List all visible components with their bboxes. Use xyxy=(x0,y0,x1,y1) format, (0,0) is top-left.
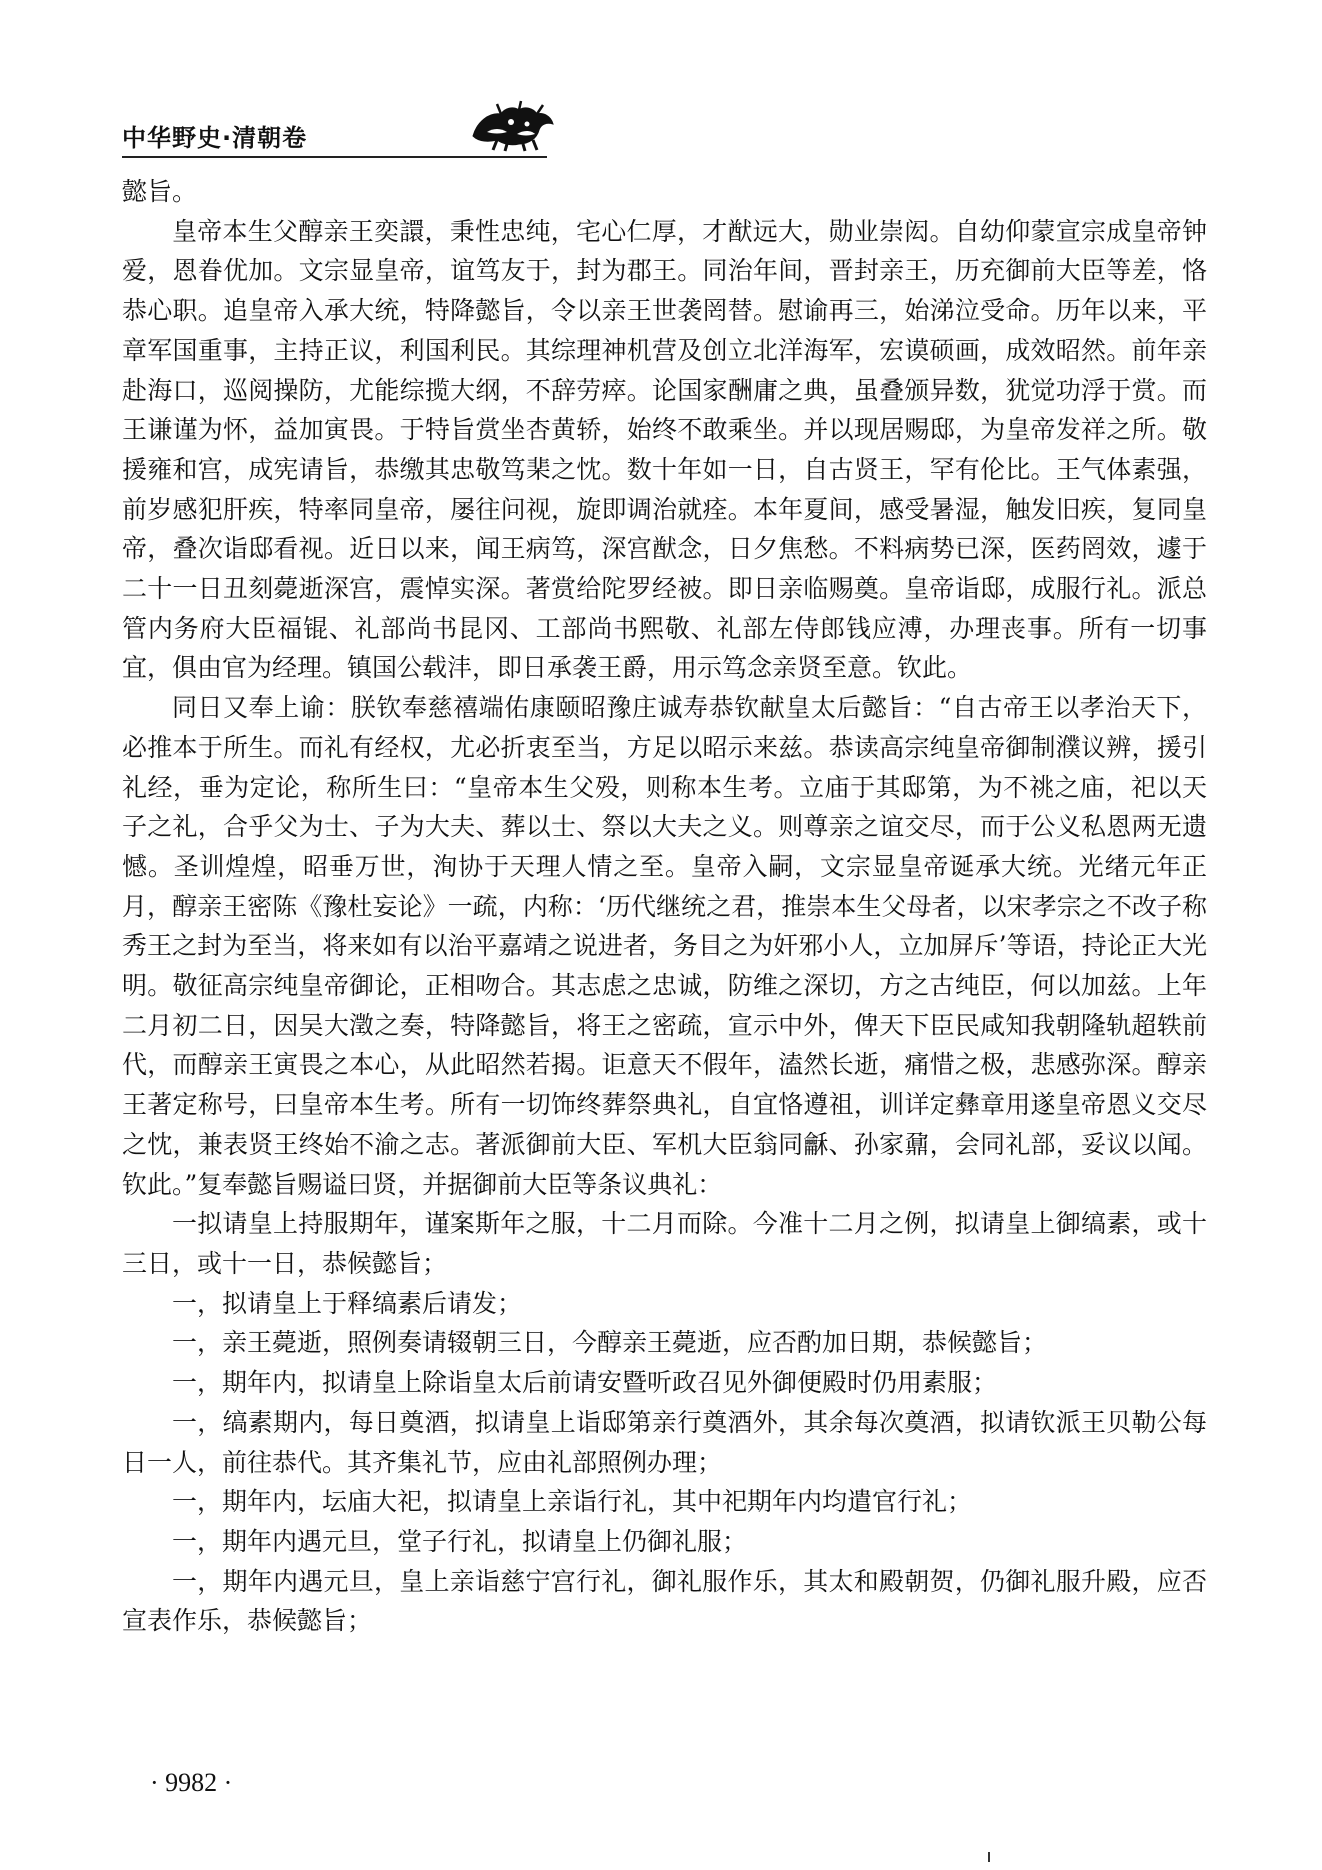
book-title: 中华野史·清朝卷 xyxy=(122,124,308,152)
paragraph: 一拟请皇上持服期年，谨案斯年之服，十二月而除。今准十二月之例，拟请皇上御缟素，或十三日，或十一日，恭候懿旨； xyxy=(122,1209,1207,1278)
scan-speck xyxy=(988,1852,990,1862)
running-header xyxy=(122,100,547,158)
paragraph: 一，期年内遇元旦，皇上亲诣慈宁宫行礼，御礼服作乐，其太和殿朝贺，仍御礼服升殿，应否宣表作乐，恭候懿旨； xyxy=(122,1566,1207,1636)
paragraph: 皇帝本生父醇亲王奕譞，秉性忠纯，宅心仁厚，才猷远大，勋业崇闳。自幼仰蒙宣宗成皇帝钟爱，恩眷优加。文宗显皇帝，谊笃友于，封为郡王。同治年间，晋封亲王，历充御前大臣等差，恪恭心职。追皇帝入承大统，特降懿旨，令以亲王世袭罔替。慰谕再三，始涕泣受命。历年以来，平章军国重事，主持正议，利国利民。其综理神机营及创立北洋海军，宏谟硕画，成效昭然。前年亲赴海口，巡阅操防，尤能综揽大纲，不辞劳瘁。论国家酬庸之典，虽叠颁异数，犹觉功浮于赏。而王谦谨为怀，益加寅畏。于特旨赏坐杏黄轿，始终不敢乘坐。并以现居赐邸，为皇帝发祥之所。敬援雍和宫，成宪请旨，恭缴其忠敬笃棐之忱。数十年如一日，自古贤王，罕有伦比。王气体素强，前岁感犯肝疾，特率同皇帝，屡往问视，旋即调治就痊。本年夏间，感受暑湿，触发旧疾，复同皇帝，叠次诣邸看视。近日以来，闻王病笃，深宫猷念，日夕焦愁。不料病势已深，医药罔效，遽于二十一日丑刻薨逝深宫，震悼实深。著赏给陀罗经被。即日亲临赐奠。皇帝诣邸，成服行礼。派总管内务府大臣福锟、礼部尚书昆冈、工部尚书熙敬、礼部左侍郎钱应溥，办理丧事。所有一切事宜，俱由官为经理。镇国公载沣，即日承袭王爵，用示笃念亲贤至意。钦此。 xyxy=(122,216,1207,683)
paragraph: 一，亲王薨逝，照例奏请辍朝三日，今醇亲王薨逝，应否酌加日期，恭候懿旨； xyxy=(172,1328,1048,1358)
paragraph: 懿旨。 xyxy=(122,177,198,206)
main-text xyxy=(122,172,1207,1641)
dragon-emblem-icon xyxy=(467,100,557,152)
paragraph: 一，拟请皇上于释缟素后请发； xyxy=(172,1288,523,1318)
header-divider xyxy=(122,156,547,158)
page-number: · 9982 · xyxy=(150,1768,233,1797)
paragraph: 同日又奉上谕：朕钦奉慈禧端佑康颐昭豫庄诚寿恭钦献皇太后懿旨：“自古帝王以孝治天下，必推本于所生。而礼有经权，尤必折衷至当，方足以昭示来兹。恭读高宗纯皇帝御制濮议辨，援引礼经，垂为定论，称所生曰：“皇帝本生父殁，则称本生考。立庙于其邸第，为不祧之庙，祀以天子之礼，合乎父为士、子为大夫、葬以士、祭以大夫之义。则尊亲之谊交尽，而于公义私恩两无遗憾。圣训煌煌，昭垂万世，洵协于天理人情之至。皇帝入嗣，文宗显皇帝诞承大统。光绪元年正月，醇亲王密陈《豫杜妄论》一疏，内称：‘历代继统之君，推崇本生父母者，以宋孝宗之不改子称秀王之封为至当，将来如有以治平嘉靖之说进者，务目之为奸邪小人，立加屏斥’等语，持论正大光明。敬征高宗纯皇帝御论，正相吻合。其志虑之忠诚，防维之深切，方之古纯臣，何以加兹。上年二月初二日，因吴大澂之奏，特降懿旨，将王之密疏，宣示中外，俾天下臣民咸知我朝隆轨超轶前代，而醇亲王寅畏之本心，从此昭然若揭。讵意天不假年，溘然长逝，痛惜之极，悲感弥深。醇亲王著定称号，曰皇帝本生考。所有一切饰终葬祭典礼，自宜恪遵祖，训详定彝章用遂皇帝恩义交尽之忱，兼表贤王终始不渝之志。著派御前大臣、军机大臣翁同龢、孙家鼐，会同礼部，妥议以闻。钦此。”复奉懿旨赐谥曰贤，并据御前大臣等条议典礼： xyxy=(122,693,1207,1199)
paragraph: 一，期年内，拟请皇上除诣皇太后前请安暨听政召见外御便殿时仍用素服； xyxy=(172,1368,998,1398)
paragraph: 一，期年内遇元旦，堂子行礼，拟请皇上仍御礼服； xyxy=(172,1526,748,1556)
paragraph: 一，缟素期内，每日奠酒，拟请皇上诣邸第亲行奠酒外，其余每次奠酒，拟请钦派王贝勒公每日一人，前往恭代。其齐集礼节，应由礼部照例办理； xyxy=(122,1407,1207,1477)
paragraph: 一，期年内，坛庙大祀，拟请皇上亲诣行礼，其中祀期年内均遣官行礼； xyxy=(172,1487,973,1517)
